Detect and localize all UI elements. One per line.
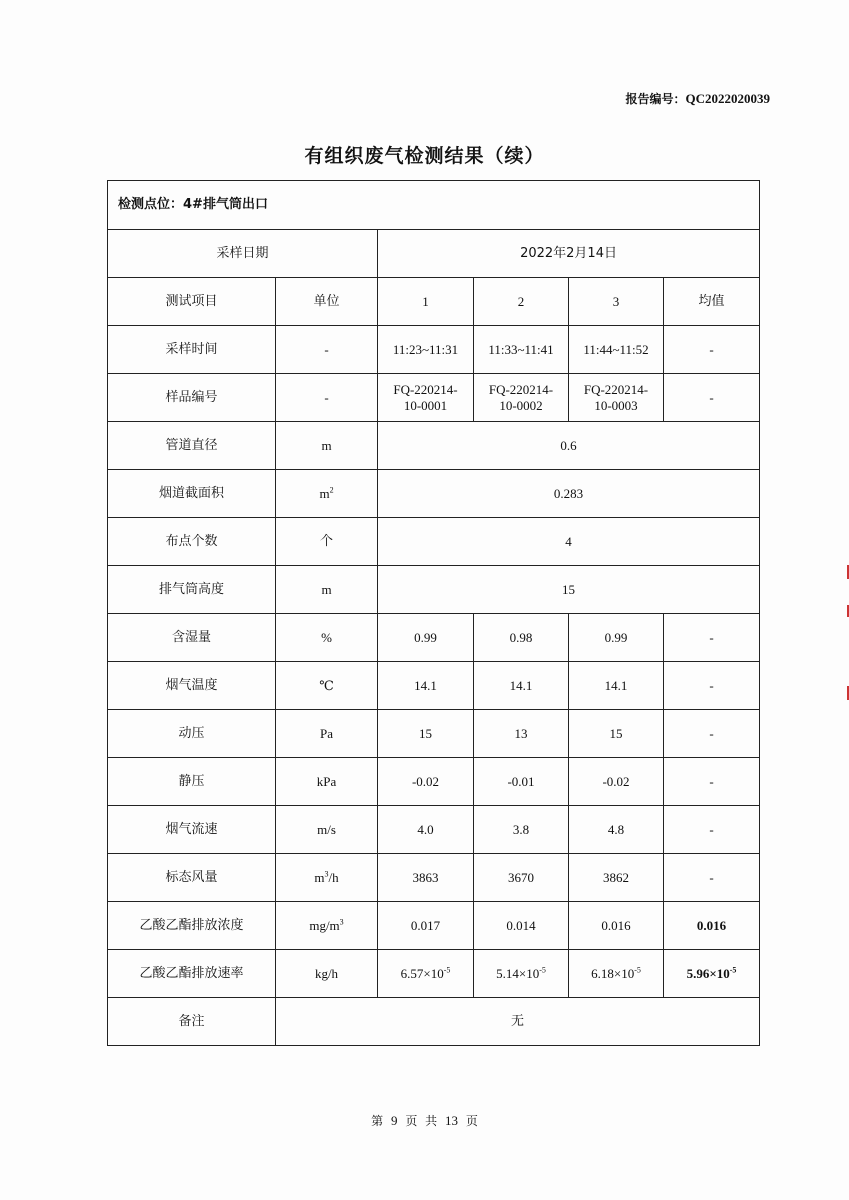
sampling-date-value: 2022年2月14日 <box>378 230 760 278</box>
value-exponent: -5 <box>443 965 451 975</box>
table-row <box>108 758 760 806</box>
cell-run1: 3863 <box>378 854 474 902</box>
value-base: 5.14×10 <box>496 965 540 981</box>
unit-exponent: 2 <box>329 485 334 495</box>
location-value: 4#排气筒出口 <box>183 197 268 212</box>
row-unit: kg/h <box>276 950 378 998</box>
table-row <box>108 806 760 854</box>
remark-value: 无 <box>276 998 760 1046</box>
row-unit: - <box>276 326 378 374</box>
unit-tail: /h <box>328 869 339 885</box>
table-row <box>108 950 760 998</box>
value-base: 6.18×10 <box>591 965 635 981</box>
location-row <box>108 181 760 230</box>
cell-avg <box>664 950 760 998</box>
cell-merged-value: 15 <box>378 566 760 614</box>
cell-avg: - <box>664 662 760 710</box>
table-row <box>108 374 760 422</box>
cell-avg: - <box>664 806 760 854</box>
cell-avg: - <box>664 758 760 806</box>
row-unit: - <box>276 374 378 422</box>
footer-text: 第 <box>371 1114 384 1128</box>
row-unit: m <box>276 566 378 614</box>
unit-exponent: 3 <box>339 917 344 927</box>
cell-avg: 0.016 <box>664 902 760 950</box>
row-unit: % <box>276 614 378 662</box>
row-label: 采样时间 <box>108 326 276 374</box>
table-row <box>108 710 760 758</box>
sample-no-part: FQ-220214- <box>488 381 554 397</box>
unit-base: m <box>319 485 330 501</box>
footer-text: 页 共 <box>405 1114 438 1128</box>
cell-run3 <box>569 374 664 422</box>
cell-run2: 14.1 <box>474 662 569 710</box>
cell-run2: 3670 <box>474 854 569 902</box>
cell-run3: 14.1 <box>569 662 664 710</box>
cell-run2: 0.014 <box>474 902 569 950</box>
page-title: 有组织废气检测结果（续） <box>304 145 545 167</box>
cell-run2: 3.8 <box>474 806 569 854</box>
cell-run1: 4.0 <box>378 806 474 854</box>
cell-run2 <box>474 950 569 998</box>
row-unit: m/s <box>276 806 378 854</box>
row-unit <box>276 854 378 902</box>
cell-avg: - <box>664 374 760 422</box>
row-label: 含湿量 <box>108 614 276 662</box>
row-unit <box>276 902 378 950</box>
table-row <box>108 614 760 662</box>
cell-run1 <box>378 950 474 998</box>
row-unit <box>276 470 378 518</box>
cell-avg: - <box>664 614 760 662</box>
col-header-item: 测试项目 <box>108 278 276 326</box>
value-exponent: -5 <box>539 965 546 975</box>
col-header-unit: 单位 <box>276 278 378 326</box>
row-unit: m <box>276 422 378 470</box>
cell-run2 <box>474 374 569 422</box>
column-header-row <box>108 278 760 326</box>
row-label: 备注 <box>108 998 276 1046</box>
cell-run1: -0.02 <box>378 758 474 806</box>
report-number-header <box>560 90 770 107</box>
sampling-date-row <box>108 230 760 278</box>
row-label: 乙酸乙酯排放速率 <box>108 950 276 998</box>
results-table <box>107 180 760 1046</box>
report-number-label: 报告编号： <box>625 92 686 106</box>
row-label: 样品编号 <box>108 374 276 422</box>
cell-run3: 15 <box>569 710 664 758</box>
footer-text: 页 <box>465 1114 478 1128</box>
cell-run3: 11:44~11:52 <box>569 326 664 374</box>
cell-run2: 13 <box>474 710 569 758</box>
cell-merged-value: 0.283 <box>378 470 760 518</box>
row-label: 烟道截面积 <box>108 470 276 518</box>
row-label: 排气筒高度 <box>108 566 276 614</box>
table-row <box>108 326 760 374</box>
page-footer <box>0 1112 849 1129</box>
cell-merged-value: 4 <box>378 518 760 566</box>
table-row <box>108 470 760 518</box>
cell-run1: 15 <box>378 710 474 758</box>
cell-run1 <box>378 374 474 422</box>
cell-avg: - <box>664 854 760 902</box>
row-label: 布点个数 <box>108 518 276 566</box>
value-exponent: -5 <box>729 965 737 975</box>
col-header-avg: 均值 <box>664 278 760 326</box>
row-unit: Pa <box>276 710 378 758</box>
unit-base: mg/m <box>309 917 340 933</box>
row-unit: ℃ <box>276 662 378 710</box>
col-header-run1: 1 <box>378 278 474 326</box>
col-header-run2: 2 <box>474 278 569 326</box>
location-cell <box>108 181 760 230</box>
footer-page-number: 9 <box>391 1113 398 1128</box>
sampling-date-label: 采样日期 <box>108 230 378 278</box>
table-row <box>108 566 760 614</box>
cell-run1: 0.99 <box>378 614 474 662</box>
cell-run1: 11:23~11:31 <box>378 326 474 374</box>
cell-run3: 0.99 <box>569 614 664 662</box>
cell-merged-value: 0.6 <box>378 422 760 470</box>
table-row <box>108 422 760 470</box>
row-unit: kPa <box>276 758 378 806</box>
row-label: 管道直径 <box>108 422 276 470</box>
cell-run3 <box>569 950 664 998</box>
cell-run3: -0.02 <box>569 758 664 806</box>
table-row <box>108 854 760 902</box>
cell-avg: - <box>664 710 760 758</box>
unit-base: m <box>314 869 325 885</box>
report-number-value: QC2022020039 <box>685 91 770 106</box>
cell-run2: 0.98 <box>474 614 569 662</box>
row-label: 静压 <box>108 758 276 806</box>
row-label: 乙酸乙酯排放浓度 <box>108 902 276 950</box>
cell-run1: 0.017 <box>378 902 474 950</box>
sample-no-part: FQ-220214- <box>393 381 458 397</box>
value-exponent: -5 <box>634 965 641 975</box>
row-label: 烟气流速 <box>108 806 276 854</box>
location-label: 检测点位： <box>118 197 184 212</box>
row-label: 动压 <box>108 710 276 758</box>
cell-run3: 4.8 <box>569 806 664 854</box>
table-row <box>108 662 760 710</box>
cell-run3: 0.016 <box>569 902 664 950</box>
sample-no-part: 10-0002 <box>499 397 543 413</box>
table-row <box>108 518 760 566</box>
sample-no-part: 10-0003 <box>594 397 638 413</box>
remark-row <box>108 998 760 1046</box>
cell-run1: 14.1 <box>378 662 474 710</box>
row-label: 标态风量 <box>108 854 276 902</box>
cell-run2: 11:33~11:41 <box>474 326 569 374</box>
cell-run2: -0.01 <box>474 758 569 806</box>
value-base: 5.96×10 <box>686 965 730 981</box>
col-header-run3: 3 <box>569 278 664 326</box>
sample-no-part: 10-0001 <box>403 397 448 413</box>
cell-avg: - <box>664 326 760 374</box>
unit-exponent: 3 <box>324 869 329 879</box>
row-label: 烟气温度 <box>108 662 276 710</box>
cell-run3: 3862 <box>569 854 664 902</box>
sample-no-part: FQ-220214- <box>583 381 649 397</box>
row-unit: 个 <box>276 518 378 566</box>
table-row <box>108 902 760 950</box>
footer-total-pages: 13 <box>444 1113 458 1128</box>
value-base: 6.57×10 <box>400 965 444 981</box>
